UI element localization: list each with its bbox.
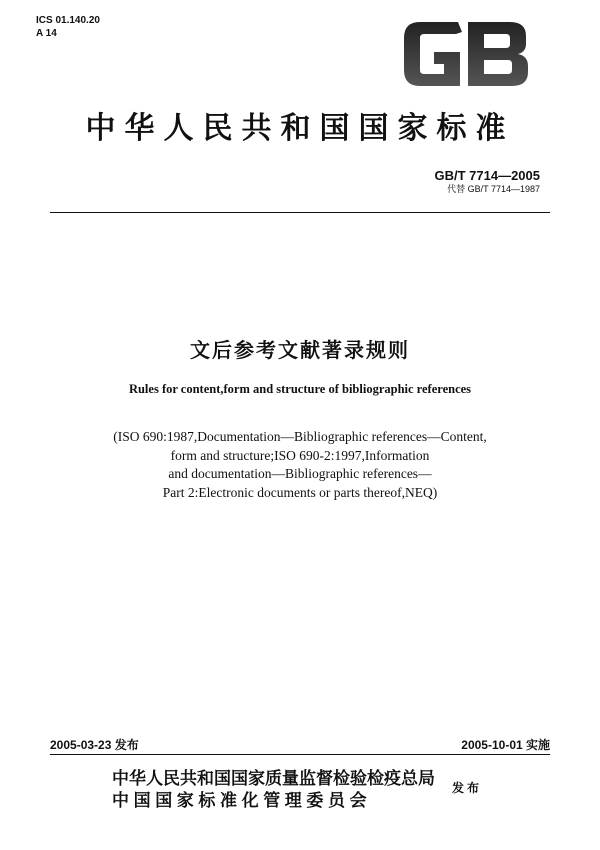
adoption-note bbox=[60, 428, 540, 502]
issue-date: 2005-03-23 发布 bbox=[50, 738, 139, 752]
footer-divider bbox=[50, 754, 550, 755]
issuing-authorities bbox=[112, 768, 435, 812]
issuer-sac: 中国国家标准化管理委员会 bbox=[112, 791, 372, 811]
header-divider bbox=[50, 212, 550, 213]
adoption-line: form and structure;ISO 690-2:1997,Information bbox=[170, 447, 430, 463]
document-title-english: Rules for content,form and structure of bibliographic references bbox=[128, 382, 472, 396]
publish-label: 发布 bbox=[452, 781, 483, 795]
ccs-code: A 14 bbox=[36, 28, 57, 39]
gb-logo-mark bbox=[400, 18, 532, 90]
document-title-chinese: 文后参考文献著录规则 bbox=[190, 338, 410, 362]
standard-number-block bbox=[434, 168, 540, 195]
replaces-note: 代替 GB/T 7714—1987 bbox=[447, 184, 540, 194]
implementation-date: 2005-10-01 实施 bbox=[461, 738, 550, 752]
gb-logo bbox=[400, 18, 532, 90]
adoption-line: and documentation—Bibliographic references— bbox=[168, 466, 432, 481]
ics-code: ICS 01.140.20 bbox=[36, 15, 100, 26]
classification-codes bbox=[36, 14, 100, 40]
adoption-line: (ISO 690:1987,Documentation—Bibliographic references—Content, bbox=[113, 429, 487, 444]
issuer-aqsiq: 中华人民共和国国家质量监督检验检疫总局 bbox=[112, 769, 435, 789]
standard-type-heading: 中华人民共和国国家标准 bbox=[85, 111, 515, 146]
standard-number: GB/T 7714—2005 bbox=[434, 168, 540, 183]
adoption-line: Part 2:Electronic documents or parts thereof,NEQ) bbox=[162, 484, 438, 500]
